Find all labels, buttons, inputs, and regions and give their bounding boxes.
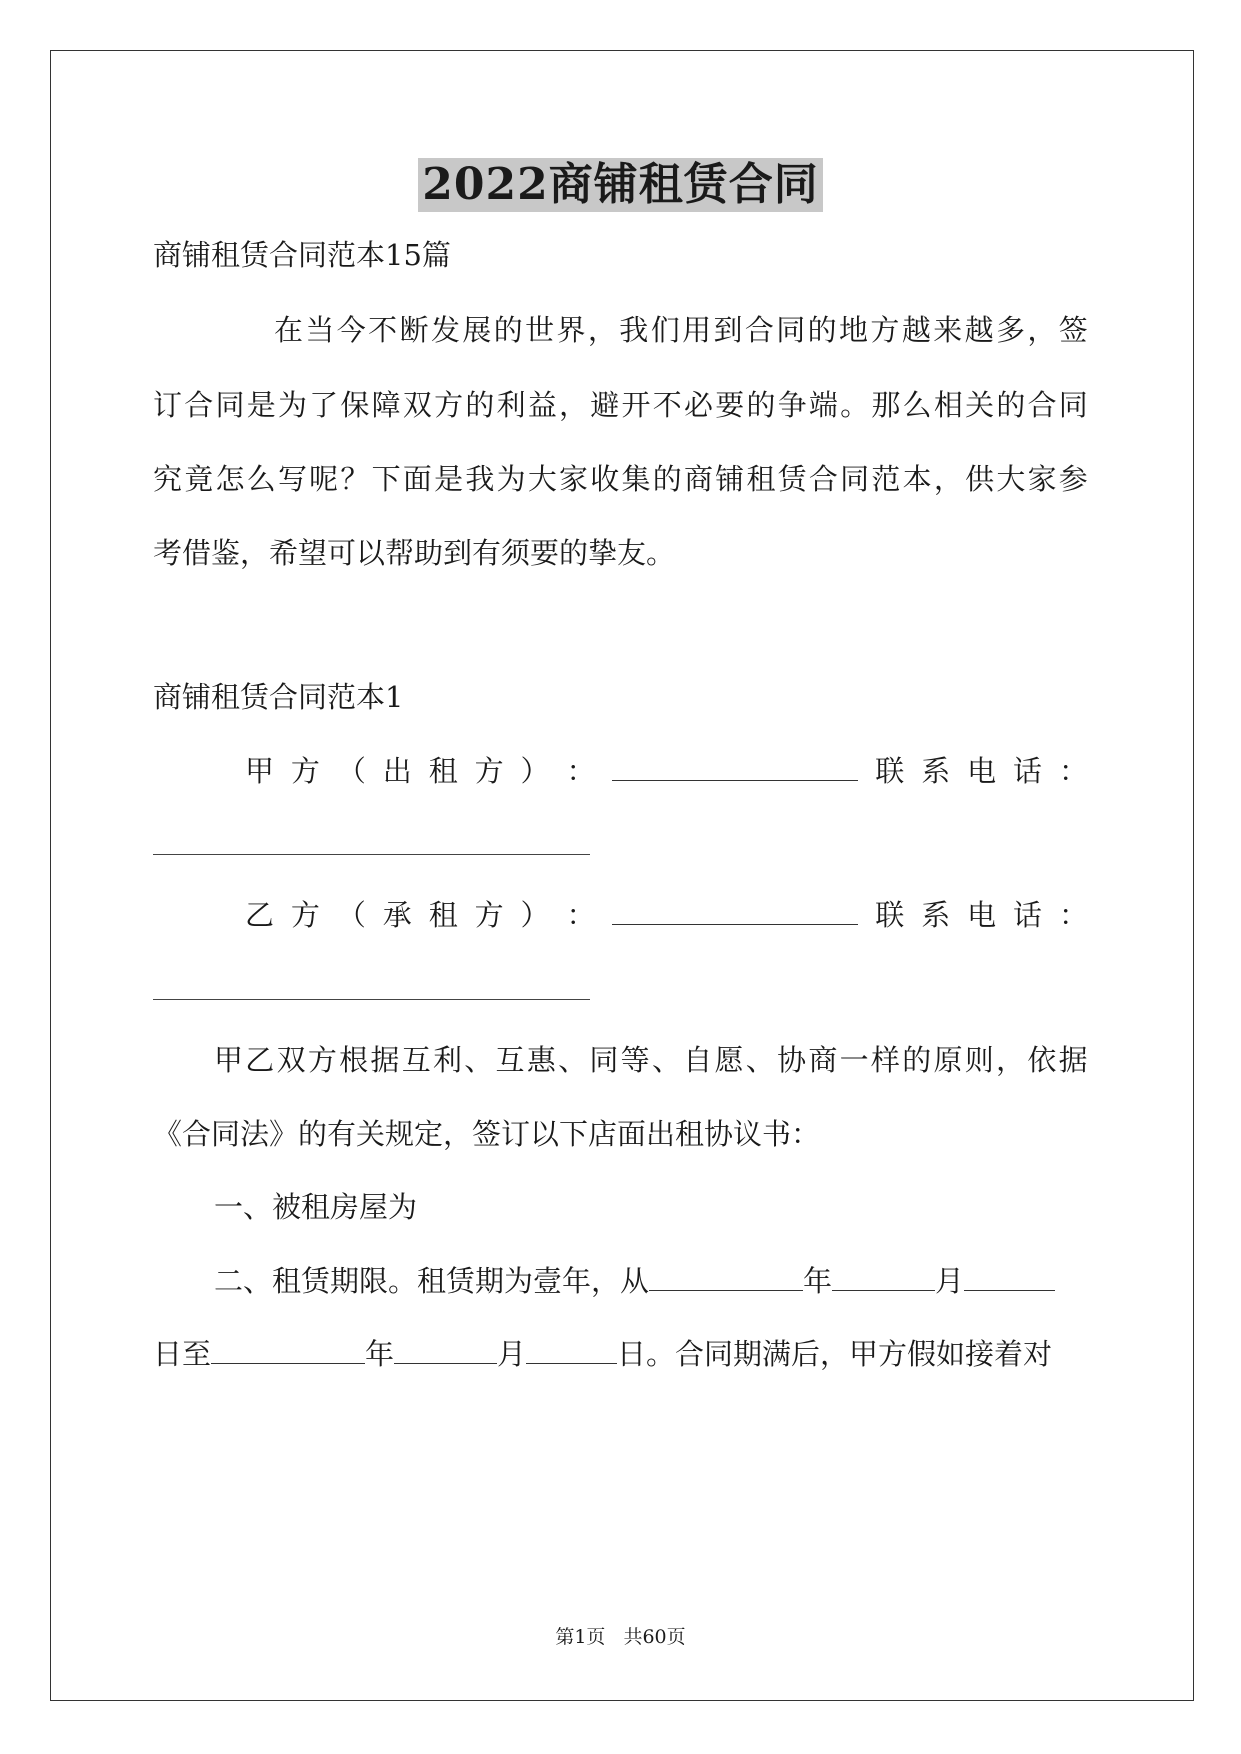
text-char: 在 xyxy=(274,313,304,347)
text-char: 不 xyxy=(368,313,398,347)
party-a-phone-char: 系 xyxy=(921,754,951,788)
party-a-phone-char: 联 xyxy=(875,754,905,788)
clause-2-tail: 日。合同期满后，甲方假如接着对 xyxy=(617,1337,1053,1371)
text-char: 开 xyxy=(621,388,651,422)
text-char: 、 xyxy=(558,1043,588,1077)
text-char: 根 xyxy=(339,1043,369,1077)
party-a-phone-blank[interactable] xyxy=(153,854,590,855)
text-char: 的 xyxy=(807,313,837,347)
text-char: 方 xyxy=(307,1043,337,1077)
text-char: 乙 xyxy=(245,1043,275,1077)
party-a-line xyxy=(245,754,1088,788)
text-char: 了 xyxy=(309,388,339,422)
text-char: 呢 xyxy=(309,462,339,496)
text-char: 到 xyxy=(713,313,743,347)
clause-2-line-2 xyxy=(153,1337,1052,1371)
section-heading: 商铺租赁合同范本1 xyxy=(153,680,404,714)
text-char: 必 xyxy=(683,388,713,422)
text-char: 据 xyxy=(370,1043,400,1077)
text-char: 据 xyxy=(1058,1043,1088,1077)
text-char: 租 xyxy=(746,462,776,496)
text-char: 的 xyxy=(465,388,495,422)
text-char: 同 xyxy=(589,1043,619,1077)
text-char: 同 xyxy=(840,462,870,496)
party-b-phone-char: ： xyxy=(1058,898,1088,932)
clause-2-prefix: 二、租赁期限。租赁期为壹年，从 xyxy=(214,1264,650,1298)
clause-1: 一、被租房屋为 xyxy=(214,1190,418,1224)
party-a-phone-char: ： xyxy=(1058,754,1088,788)
party-b-phone-char: 话 xyxy=(1013,898,1043,932)
text-char: ， xyxy=(559,388,589,422)
text-char: 、 xyxy=(745,1043,775,1077)
text-char: 为 xyxy=(277,388,307,422)
intro-line-2 xyxy=(153,388,1088,422)
text-char: 签 xyxy=(1058,313,1088,347)
text-char: 甲 xyxy=(214,1043,244,1077)
clause-2-month-label: 月 xyxy=(935,1264,965,1298)
text-char: 么 xyxy=(902,388,932,422)
party-a-name-blank[interactable] xyxy=(612,754,858,781)
party-a-char: 方 xyxy=(474,754,504,788)
end-day-blank[interactable] xyxy=(526,1337,617,1364)
text-char: 订 xyxy=(153,388,183,422)
start-month-blank[interactable] xyxy=(832,1264,935,1291)
party-a-phone-char: 话 xyxy=(1013,754,1043,788)
clause-2-line-1 xyxy=(214,1264,1055,1298)
start-day-blank[interactable] xyxy=(964,1264,1055,1291)
text-char: 争 xyxy=(777,388,807,422)
party-a-char: （ xyxy=(336,754,366,788)
party-b-char: 租 xyxy=(428,898,458,932)
text-char: 多 xyxy=(995,313,1025,347)
party-b-phone-char: 联 xyxy=(875,898,905,932)
text-char: 合 xyxy=(808,462,838,496)
text-char: 避 xyxy=(590,388,620,422)
text-char: 用 xyxy=(682,313,712,347)
page-frame xyxy=(50,50,1194,1701)
text-char: 今 xyxy=(336,313,366,347)
text-char: 地 xyxy=(839,313,869,347)
party-b-char: ： xyxy=(566,898,596,932)
text-char: 益 xyxy=(527,388,557,422)
party-b-phone-char: 系 xyxy=(921,898,951,932)
text-char: 互 xyxy=(401,1043,431,1077)
text-char: 、 xyxy=(651,1043,681,1077)
end-month-blank[interactable] xyxy=(394,1337,497,1364)
party-b-char: 承 xyxy=(382,898,412,932)
page-number: 第1页 xyxy=(555,1626,606,1648)
text-char: 要 xyxy=(715,388,745,422)
text-char: 。 xyxy=(840,388,870,422)
text-char: 障 xyxy=(371,388,401,422)
party-a-char: 甲 xyxy=(245,754,275,788)
text-char: 相 xyxy=(933,388,963,422)
party-b-char: 方 xyxy=(290,898,320,932)
party-b-phone-blank[interactable] xyxy=(153,999,590,1000)
text-char: 么 xyxy=(246,462,276,496)
text-char: 的 xyxy=(652,462,682,496)
text-char: 为 xyxy=(496,462,526,496)
text-char: 商 xyxy=(683,462,713,496)
text-char: 的 xyxy=(746,388,776,422)
text-char: 供 xyxy=(965,462,995,496)
text-char: 方 xyxy=(870,313,900,347)
start-year-blank[interactable] xyxy=(649,1264,803,1291)
text-char: 商 xyxy=(808,1043,838,1077)
page-total: 共60页 xyxy=(623,1626,686,1648)
text-char: 集 xyxy=(621,462,651,496)
text-char: 自 xyxy=(683,1043,713,1077)
text-char: 等 xyxy=(620,1043,650,1077)
text-char: 互 xyxy=(495,1043,525,1077)
text-char: 断 xyxy=(399,313,429,347)
end-year-blank[interactable] xyxy=(211,1337,365,1364)
text-char: 家 xyxy=(1027,462,1057,496)
text-char: 收 xyxy=(590,462,620,496)
document-title: 2022商铺租赁合同 xyxy=(418,158,822,212)
party-b-line xyxy=(245,898,1088,932)
text-char: 我 xyxy=(619,313,649,347)
party-b-char: 方 xyxy=(474,898,504,932)
text-char: 大 xyxy=(996,462,1026,496)
text-char: 同 xyxy=(776,313,806,347)
text-char: ， xyxy=(1027,313,1057,347)
intro-line-4: 考借鉴，希望可以帮助到有须要的挚友。 xyxy=(153,536,676,570)
text-char: 的 xyxy=(902,1043,932,1077)
party-a-char: ： xyxy=(566,754,596,788)
text-char: 合 xyxy=(1027,388,1057,422)
text-char: 我 xyxy=(465,462,495,496)
party-b-char: ） xyxy=(520,898,550,932)
text-char: 关 xyxy=(965,388,995,422)
text-char: 同 xyxy=(215,388,245,422)
intro-line-3 xyxy=(153,462,1088,496)
text-char: 越 xyxy=(901,313,931,347)
text-char: ？ xyxy=(340,462,370,496)
party-b-char: 乙 xyxy=(245,898,275,932)
text-char: ， xyxy=(587,313,617,347)
document-title-wrap xyxy=(0,158,1241,212)
text-char: 样 xyxy=(870,1043,900,1077)
party-b-char: （ xyxy=(336,898,366,932)
text-char: 范 xyxy=(871,462,901,496)
text-char: 们 xyxy=(650,313,680,347)
text-char: 方 xyxy=(434,388,464,422)
text-char: 本 xyxy=(902,462,932,496)
text-char: 怎 xyxy=(215,462,245,496)
basis-line-2: 《合同法》的有关规定，签订以下店面出租协议书： xyxy=(153,1117,821,1151)
clause-2-month2-label: 月 xyxy=(497,1337,527,1371)
document-subtitle: 商铺租赁合同范本15篇 xyxy=(153,238,451,272)
text-char: 利 xyxy=(432,1043,462,1077)
page-footer xyxy=(0,1625,1241,1649)
text-char: 不 xyxy=(652,388,682,422)
intro-line-1 xyxy=(274,313,1088,347)
party-a-char: 出 xyxy=(382,754,412,788)
text-char: 参 xyxy=(1058,462,1088,496)
text-char: 双 xyxy=(402,388,432,422)
text-char: 下 xyxy=(371,462,401,496)
text-char: ， xyxy=(933,462,963,496)
text-char: 惠 xyxy=(526,1043,556,1077)
text-char: 究 xyxy=(153,462,183,496)
text-char: 赁 xyxy=(777,462,807,496)
text-char: 世 xyxy=(525,313,555,347)
text-char: 是 xyxy=(434,462,464,496)
text-char: 原 xyxy=(933,1043,963,1077)
text-char: 则 xyxy=(964,1043,994,1077)
clause-2-year-label: 年 xyxy=(803,1264,833,1298)
party-a-char: 方 xyxy=(290,754,320,788)
party-b-phone-char: 电 xyxy=(967,898,997,932)
text-char: 的 xyxy=(996,388,1026,422)
text-char: 竟 xyxy=(184,462,214,496)
party-b-name-blank[interactable] xyxy=(612,898,858,925)
text-char: 合 xyxy=(744,313,774,347)
text-char: 利 xyxy=(496,388,526,422)
text-char: 双 xyxy=(276,1043,306,1077)
text-char: 家 xyxy=(559,462,589,496)
text-char: 界 xyxy=(556,313,586,347)
party-a-char: ） xyxy=(520,754,550,788)
text-char: 保 xyxy=(340,388,370,422)
text-char: 那 xyxy=(871,388,901,422)
text-char: 、 xyxy=(464,1043,494,1077)
text-char: 端 xyxy=(808,388,838,422)
text-char: 当 xyxy=(305,313,335,347)
text-char: 来 xyxy=(933,313,963,347)
text-char: 铺 xyxy=(715,462,745,496)
text-char: 展 xyxy=(462,313,492,347)
text-char: 大 xyxy=(527,462,557,496)
basis-line-1 xyxy=(214,1043,1088,1077)
text-char: 一 xyxy=(839,1043,869,1077)
text-char: 同 xyxy=(1058,388,1088,422)
text-char: 愿 xyxy=(714,1043,744,1077)
text-char: 发 xyxy=(430,313,460,347)
party-a-char: 租 xyxy=(428,754,458,788)
text-char: 合 xyxy=(184,388,214,422)
text-char: 依 xyxy=(1027,1043,1057,1077)
text-char: 协 xyxy=(777,1043,807,1077)
text-char: 面 xyxy=(402,462,432,496)
text-char: 的 xyxy=(493,313,523,347)
clause-2-year2-label: 年 xyxy=(365,1337,395,1371)
text-char: 写 xyxy=(277,462,307,496)
party-a-phone-char: 电 xyxy=(967,754,997,788)
text-char: 越 xyxy=(964,313,994,347)
text-char: ， xyxy=(996,1043,1026,1077)
clause-2-day-to: 日至 xyxy=(153,1337,212,1371)
text-char: 是 xyxy=(246,388,276,422)
